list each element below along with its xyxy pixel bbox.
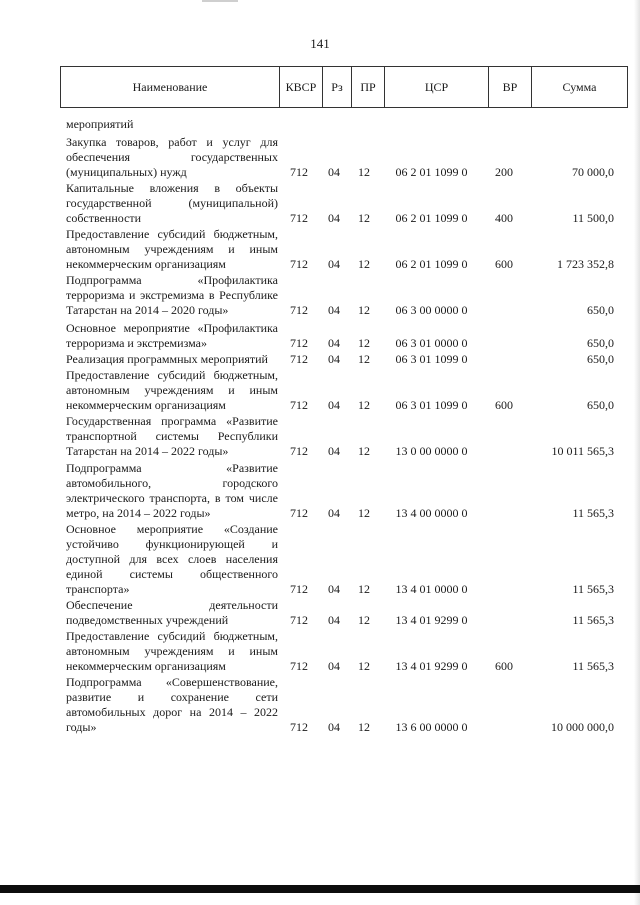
cell-pr: 12 xyxy=(358,211,370,225)
cell-csr: 06 3 01 0000 0 xyxy=(395,336,468,350)
cell-rz: 04 xyxy=(328,336,340,350)
cell-csr: 13 6 00 0000 0 xyxy=(395,720,468,734)
cell-sum: 11 500,0 xyxy=(572,211,614,225)
header-pr: ПР xyxy=(352,67,385,108)
scan-artifact-edge xyxy=(634,0,640,905)
cell-name: Капитальные вложения в объекты государственной (муниципальной) собственности xyxy=(66,181,278,225)
header-rz: Рз xyxy=(323,67,352,108)
cell-sum: 650,0 xyxy=(587,352,614,366)
cell-sum: 650,0 xyxy=(587,398,614,412)
table-row xyxy=(66,321,614,351)
cell-vr: 400 xyxy=(495,211,513,225)
cell-name: Подпрограмма «Совершенствование, развитие и сохранение сети автомобильных дорог на 2014 – 2022 годы» xyxy=(66,675,278,734)
table-row xyxy=(66,675,614,735)
cell-name: мероприятий xyxy=(66,117,134,131)
cell-sum: 70 000,0 xyxy=(572,165,614,179)
cell-pr: 12 xyxy=(358,303,370,317)
cell-name: Подпрограмма «Развитие автомобильного, городского электрического транспорта, в том числе метро, на 2014 – 2022 годы» xyxy=(66,461,278,520)
cell-rz: 04 xyxy=(328,257,340,271)
cell-sum: 11 565,3 xyxy=(572,506,614,520)
cell-vr: 600 xyxy=(495,659,513,673)
cell-rz: 04 xyxy=(328,659,340,673)
table-row xyxy=(66,227,614,272)
cell-kvsr: 712 xyxy=(290,336,308,350)
cell-kvsr: 712 xyxy=(290,352,308,366)
cell-rz: 04 xyxy=(328,352,340,366)
cell-name: Обеспечение деятельности подведомственных учреждений xyxy=(66,598,278,627)
cell-rz: 04 xyxy=(328,582,340,596)
cell-name: Предоставление субсидий бюджетным, автономным учреждениям и иным некоммерческим организациям xyxy=(66,368,278,412)
cell-csr: 06 3 01 1099 0 xyxy=(395,352,468,366)
budget-table-header xyxy=(60,66,628,108)
cell-kvsr: 712 xyxy=(290,444,308,458)
cell-kvsr: 712 xyxy=(290,165,308,179)
cell-name: Основное мероприятие «Создание устойчиво функционирующей и доступной для всех слоев населения единой системы общественного транспорта» xyxy=(66,522,278,596)
page-number: 141 xyxy=(310,36,330,51)
cell-vr: 200 xyxy=(495,165,513,179)
table-row xyxy=(66,117,614,132)
cell-rz: 04 xyxy=(328,613,340,627)
cell-pr: 12 xyxy=(358,444,370,458)
cell-vr: 600 xyxy=(495,257,513,271)
cell-sum: 11 565,3 xyxy=(572,659,614,673)
budget-table-body xyxy=(66,117,614,735)
cell-csr: 06 3 00 0000 0 xyxy=(395,303,468,317)
table-row xyxy=(66,273,614,318)
cell-pr: 12 xyxy=(358,398,370,412)
cell-name: Подпрограмма «Профилактика терроризма и экстремизма в Республике Татарстан на 2014 – 2020 годы» xyxy=(66,273,278,317)
table-row xyxy=(66,414,614,459)
cell-name: Предоставление субсидий бюджетным, автономным учреждениям и иным некоммерческим организациям xyxy=(66,227,278,271)
cell-rz: 04 xyxy=(328,398,340,412)
table-row xyxy=(66,181,614,226)
cell-csr: 13 0 00 0000 0 xyxy=(395,444,468,458)
header-csr: ЦСР xyxy=(385,67,489,108)
cell-csr: 13 4 01 0000 0 xyxy=(395,582,468,596)
header-name: Наименование xyxy=(61,67,280,108)
cell-pr: 12 xyxy=(358,352,370,366)
cell-kvsr: 712 xyxy=(290,720,308,734)
cell-pr: 12 xyxy=(358,720,370,734)
cell-rz: 04 xyxy=(328,720,340,734)
cell-csr: 13 4 01 9299 0 xyxy=(395,659,468,673)
cell-pr: 12 xyxy=(358,582,370,596)
cell-kvsr: 712 xyxy=(290,659,308,673)
cell-kvsr: 712 xyxy=(290,211,308,225)
table-row xyxy=(66,461,614,521)
scan-bottom-bar xyxy=(0,885,640,893)
cell-pr: 12 xyxy=(358,613,370,627)
cell-rz: 04 xyxy=(328,444,340,458)
cell-sum: 11 565,3 xyxy=(572,613,614,627)
cell-pr: 12 xyxy=(358,165,370,179)
cell-kvsr: 712 xyxy=(290,303,308,317)
table-row xyxy=(66,522,614,597)
cell-csr: 06 2 01 1099 0 xyxy=(395,211,468,225)
cell-pr: 12 xyxy=(358,336,370,350)
cell-csr: 06 2 01 1099 0 xyxy=(395,257,468,271)
cell-csr: 06 3 01 1099 0 xyxy=(395,398,468,412)
cell-sum: 1 723 352,8 xyxy=(557,257,614,271)
cell-rz: 04 xyxy=(328,211,340,225)
cell-sum: 10 000 000,0 xyxy=(551,720,614,734)
table-row xyxy=(66,352,614,367)
cell-kvsr: 712 xyxy=(290,257,308,271)
cell-kvsr: 712 xyxy=(290,506,308,520)
cell-rz: 04 xyxy=(328,303,340,317)
cell-name: Основное мероприятие «Профилактика терроризма и экстремизма» xyxy=(66,321,278,350)
cell-kvsr: 712 xyxy=(290,582,308,596)
header-kvsr: КВСР xyxy=(280,67,323,108)
cell-csr: 13 4 01 9299 0 xyxy=(395,613,468,627)
scan-artifact-top xyxy=(202,0,238,2)
cell-vr: 600 xyxy=(495,398,513,412)
header-vr: ВР xyxy=(489,67,532,108)
cell-csr: 13 4 00 0000 0 xyxy=(395,506,468,520)
cell-sum: 650,0 xyxy=(587,303,614,317)
table-row xyxy=(66,629,614,674)
table-row xyxy=(66,368,614,413)
cell-name: Предоставление субсидий бюджетным, автономным учреждениям и иным некоммерческим организациям xyxy=(66,629,278,673)
cell-name: Реализация программных мероприятий xyxy=(66,352,268,366)
cell-sum: 11 565,3 xyxy=(572,582,614,596)
cell-kvsr: 712 xyxy=(290,398,308,412)
cell-rz: 04 xyxy=(328,506,340,520)
cell-rz: 04 xyxy=(328,165,340,179)
cell-sum: 650,0 xyxy=(587,336,614,350)
cell-pr: 12 xyxy=(358,506,370,520)
cell-pr: 12 xyxy=(358,257,370,271)
cell-kvsr: 712 xyxy=(290,613,308,627)
cell-sum: 10 011 565,3 xyxy=(551,444,614,458)
cell-csr: 06 2 01 1099 0 xyxy=(395,165,468,179)
table-row xyxy=(66,598,614,628)
cell-name: Государственная программа «Развитие транспортной системы Республики Татарстан на 2014 – 2022 годы» xyxy=(66,414,278,458)
table-row xyxy=(66,135,614,180)
cell-pr: 12 xyxy=(358,659,370,673)
cell-name: Закупка товаров, работ и услуг для обеспечения государственных (муниципальных) нужд xyxy=(66,135,278,179)
header-sum: Сумма xyxy=(532,67,628,108)
